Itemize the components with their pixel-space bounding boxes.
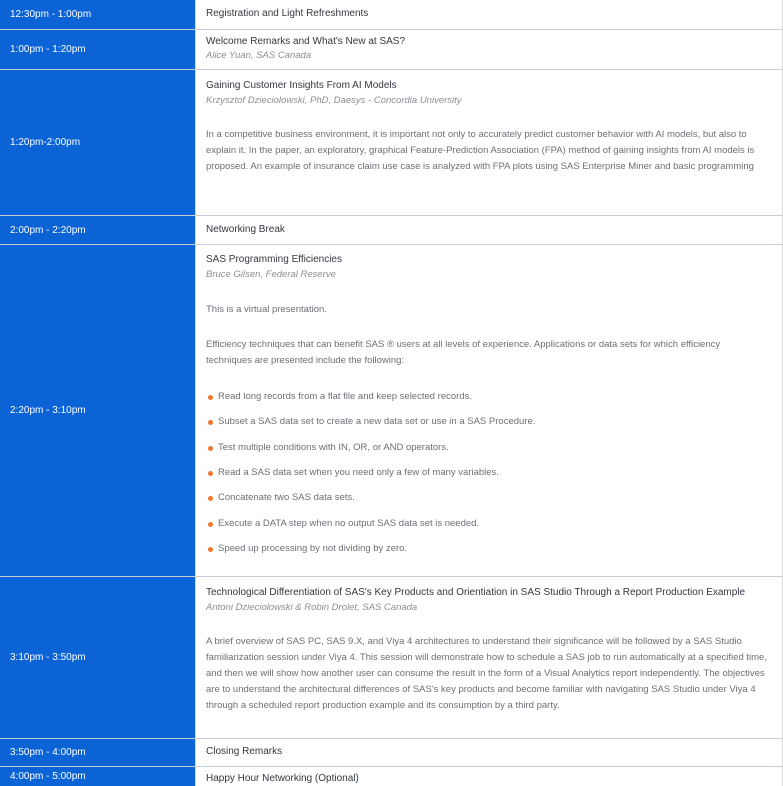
session-title: Networking Break (206, 224, 285, 235)
session-cell (196, 70, 783, 215)
agenda-row (0, 766, 783, 786)
bullet-icon (208, 395, 213, 400)
time-cell: 3:10pm - 3:50pm (0, 577, 196, 738)
session-cell: SAS Programming Efficiencies Bruce Gilsen, Federal Reserve This is a virtual presentation. Efficiency techniques that can benefit SAS ® users at all levels of experience. Applications or data sets for which efficiency techniques are presented include the following: Read long records from a flat file and keep selected records. Subset a SAS data set to create a new data set or use in a SAS Procedure. Test multiple conditions with IN, OR, or AND operators. Read a SAS data set when you need only a few of many variables. Concatenate two SAS data sets. Execute a DATA step when no output SAS data set is needed. Speed up processing by not dividing by zero. (196, 245, 783, 576)
agenda-row (0, 0, 783, 29)
session-cell (196, 739, 783, 766)
time-cell: 12:30pm - 1:00pm (0, 0, 196, 29)
time-cell: 2:00pm - 2:20pm (0, 216, 196, 244)
bullet-icon (208, 471, 213, 476)
agenda-row (0, 576, 783, 738)
session-title: Registration and Light Refreshments (206, 8, 369, 19)
bullet-icon (208, 496, 213, 501)
session-speaker: Krzysztof Dzieciolowski, PhD, Daesys - Concordia University (206, 95, 462, 106)
agenda-row (0, 69, 783, 215)
time-cell: 3:50pm - 4:00pm (0, 739, 196, 766)
agenda-row (0, 738, 783, 766)
time-cell: 2:20pm - 3:10pm (0, 245, 196, 576)
session-cell (196, 216, 783, 244)
session-title: SAS Programming Efficiencies (206, 254, 342, 265)
session-title: Closing Remarks (206, 746, 283, 757)
session-speaker: Bruce Gilsen, Federal Reserve (206, 269, 336, 280)
session-description: A brief overview of SAS PC, SAS 9.X, and Viya 4 architectures to understand their significance will be followed by a SAS Studio familiarization session under Viya 4. This session will demonstrate how to schedule a SAS job to run automatically at a specified time, and then we will show how another user can consume the result in the form of a Visual Analytics report independently. The objectives are to understand the architectural differences of SAS's key products and become familiar with navigating SAS Studio under Viya 4 through a scheduled report production example and its consumption by a third party. (206, 636, 767, 711)
time-cell: 1:00pm - 1:20pm (0, 30, 196, 69)
agenda-row (0, 244, 783, 576)
session-speaker: Alice Yuan, SAS Canada (206, 50, 312, 61)
session-title: Happy Hour Networking (Optional) (206, 773, 359, 784)
session-cell (196, 0, 783, 29)
bullet-icon (208, 420, 213, 425)
session-cell (196, 577, 783, 738)
session-description: In a competitive business environment, it is important not only to accurately predict customer behavior with AI models, but also to explain it. In the paper, an exploratory, graphical Feature-Prediction Association (FPA) method of gaining insights from AI models is proposed. An example of insurance claim use case is analyzed with FPA plots using SAS Enterprise Miner and basic programming (206, 129, 755, 172)
bullet-icon (208, 522, 213, 527)
bullet-icon (208, 547, 213, 552)
session-title: Welcome Remarks and What's New at SAS? (206, 36, 406, 47)
session-title: Gaining Customer Insights From AI Models (206, 80, 397, 91)
session-title: Technological Differentiation of SAS's Key Products and Orientiation in SAS Studio Through a Report Production Example (206, 587, 746, 598)
session-note: This is a virtual presentation. (206, 304, 327, 315)
session-speaker: Antoni Dzieciolowski & Robin Drolet, SAS Canada (206, 602, 418, 613)
session-description: Efficiency techniques that can benefit SAS ® users at all levels of experience. Applications or data sets for which efficiency techniques are presented include the following: (206, 339, 721, 366)
time-cell: 1:20pm-2:00pm (0, 70, 196, 215)
agenda-row (0, 29, 783, 69)
agenda-row (0, 215, 783, 244)
bullet-icon (208, 446, 213, 451)
session-cell (196, 30, 783, 69)
time-cell: 4:00pm - 5:00pm (0, 767, 196, 786)
session-cell (196, 767, 783, 786)
